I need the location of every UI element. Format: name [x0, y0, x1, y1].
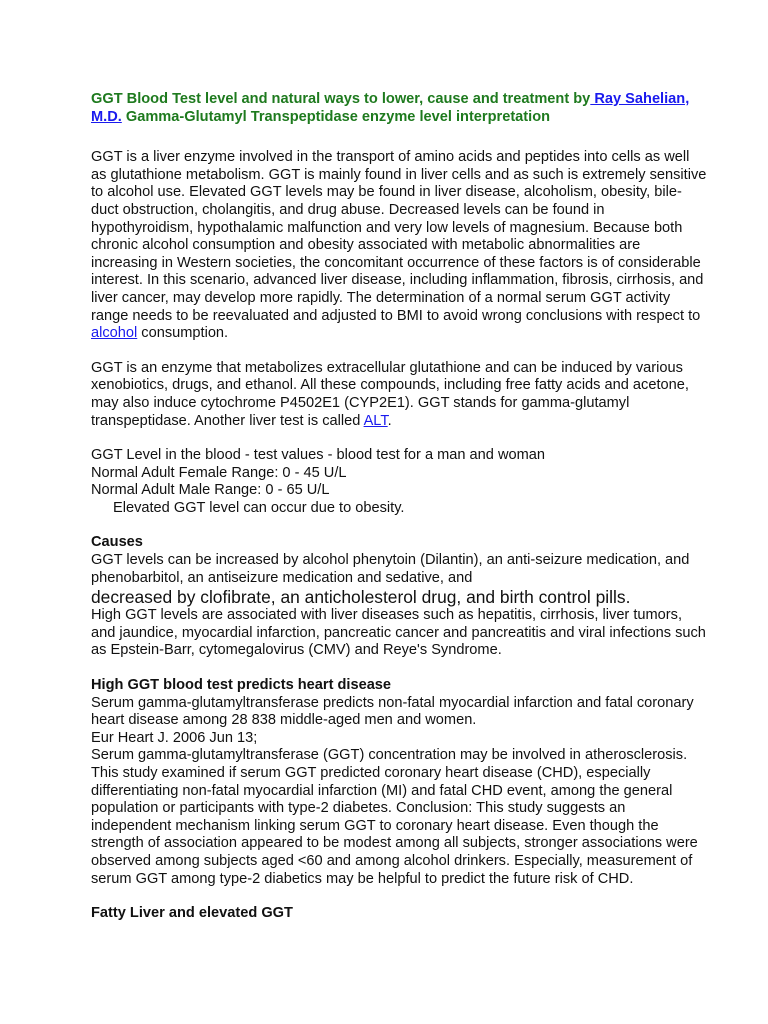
- heart-text-2: Serum gamma-glutamyltransferase (GGT) concentration may be involved in atherosclerosis. This study examined if serum GGT predicted coronary heart disease (CHD), especially differentiating non-fatal myocardial infarction (MI) and fatal CHD event, among the general population or participants with type-2 diabetes. Conclusion: This study suggests an independent mechanism linking serum GGT to coronary heart disease. Even though the strength of association appeared to be modest among all subjects, stronger associations were observed among subjects aged <60 and among alcohol drinkers. Especially, measurement of serum GGT among type-2 diabetics may be helpful to predict the future risk of CHD.: [91, 747, 698, 887]
- male-range: Normal Adult Male Range: 0 - 65 U/L: [91, 482, 330, 499]
- causes-decreased: decreased by clofibrate, an anticholesterol drug, and birth control pills.: [91, 587, 631, 608]
- levels-line-1: GGT Level in the blood - test values - blood test for a man and woman: [91, 447, 546, 464]
- enzyme-text: GGT is an enzyme that metabolizes extracellular glutathione and can be induced by various xenobiotics, drugs, and ethanol. All these compounds, including free fatty acids and acetone, may also induce cytochrome P4502E1 (CYP2E1). GGT stands for gamma-glutamyl transpeptidase. Another liver test is called: [91, 359, 689, 429]
- page-title: [91, 91, 708, 126]
- intro-text: GGT is a liver enzyme involved in the transport of amino acids and peptides into cells as well as glutathione metabolism. GGT is mainly found in liver cells and as such is extremely sensitive to alcohol use. Elevated GGT levels may be found in liver disease, alcoholism, obesity, bile-duct obstruction, cholangitis, and drug abuse. Decreased levels can be found in hypothyroidism, hypothalamic malfunction and very low levels of magnesium. Because both chronic alcohol consumption and obesity associated with metabolic abnormalities are increasing in Western societies, the concomitant occurrence of these factors is of considerable interest. In this scenario, advanced liver disease, including inflammation, fibrosis, cirrhosis, and liver cancer, may develop more rapidly. The determination of a normal serum GGT activity range needs to be reevaluated and adjusted to BMI to avoid wrong conclusions with respect to: [91, 149, 707, 324]
- alcohol-link[interactable]: alcohol: [91, 325, 138, 342]
- author-link[interactable]: Ray Sahelian, M.D.: [91, 91, 690, 125]
- causes-text-2: High GGT levels are associated with liver diseases such as hepatitis, cirrhosis, liver tumors, and jaundice, myocardial infarction, pancreatic cancer and pancreatitis and viral infections such as Epstein-Barr, cytomegalovirus (CMV) and Reye's Syndrome.: [91, 607, 706, 659]
- heart-text-1: Serum gamma-glutamyltransferase predicts non-fatal myocardial infarction and fatal coronary heart disease among 28 838 middle-aged men and women.: [91, 694, 694, 729]
- heart-section: [91, 677, 708, 888]
- alt-link[interactable]: ALT: [363, 412, 388, 429]
- fatty-section: [91, 905, 708, 923]
- heart-citation: Eur Heart J. 2006 Jun 13;: [91, 729, 258, 746]
- intro-paragraph: [91, 149, 708, 343]
- levels-block: [91, 447, 708, 517]
- title-part1: GGT Blood Test level and natural ways to lower, cause and treatment by: [91, 91, 591, 107]
- heart-heading: High GGT blood test predicts heart disease: [91, 677, 392, 694]
- causes-text-1: GGT levels can be increased by alcohol phenytoin (Dilantin), an anti-seizure medication, and phenobarbitol, an antiseizure medication and sedative, and: [91, 552, 690, 586]
- enzyme-paragraph: [91, 360, 708, 430]
- causes-section: [91, 534, 708, 660]
- title-part2: Gamma-Glutamyl Transpeptidase enzyme level interpretation: [121, 108, 551, 125]
- female-range: Normal Adult Female Range: 0 - 45 U/L: [91, 464, 347, 481]
- intro-end: consumption.: [137, 325, 229, 342]
- obesity-note: Elevated GGT level can occur due to obesity.: [113, 499, 405, 516]
- enzyme-end: .: [387, 412, 392, 429]
- causes-heading: Causes: [91, 534, 143, 551]
- fatty-heading: Fatty Liver and elevated GGT: [91, 905, 293, 922]
